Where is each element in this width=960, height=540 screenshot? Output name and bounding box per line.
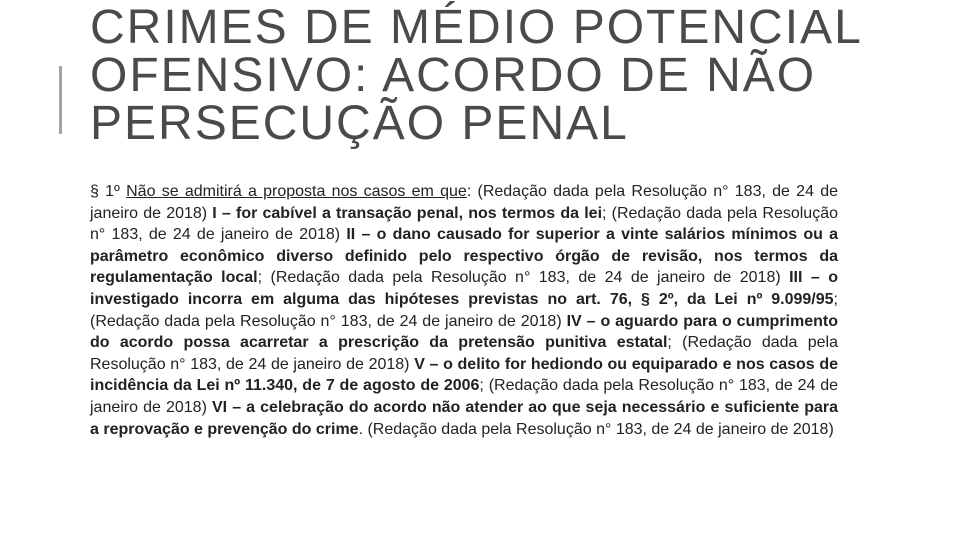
legal-paragraph xyxy=(90,181,838,440)
item-vi: VI – a celebração do acordo não atender ao que seja necessário e suficiente para a reprovação e prevenção do crime xyxy=(90,398,839,438)
item-i: I – for cabível a transação penal, nos termos da lei xyxy=(212,204,603,222)
redacao-note-1: : (Redação dada pela Resolução n° 183, de 24 de janeiro de 2018) xyxy=(90,183,838,222)
paragraph-lead: § 1º xyxy=(90,183,127,200)
redacao-note-7: . (Redação dada pela Resolução n° 183, de 24 de janeiro de 2018) xyxy=(358,420,834,438)
item-ii: II – o dano causado for superior a vinte salários mínimos ou a parâmetro econômico diverso definido pelo respectivo órgão de revisão, nos termos da regulamentação local xyxy=(90,226,839,287)
redacao-note-4: ; (Redação dada pela Resolução n° 183, de 24 de janeiro de 2018) xyxy=(90,290,838,330)
redacao-note-3: ; (Redação dada pela Resolução n° 183, de 24 de janeiro de 2018) xyxy=(257,269,790,287)
item-v: V – o delito for hediondo ou equiparado e nos casos de incidência da Lei nº 11.340, de 7 de agosto de 2006 xyxy=(90,355,839,395)
redacao-note-5: ; (Redação dada pela Resolução n° 183, de 24 de janeiro de 2018) xyxy=(90,334,838,373)
redacao-note-6: ; (Redação dada pela Resolução n° 183, de 24 de janeiro de 2018) xyxy=(90,377,838,416)
title-accent-bar xyxy=(59,66,62,134)
item-iii: III – o investigado incorra em alguma das hipóteses previstas no art. 76, § 2º, da Lei nº 9.099/95 xyxy=(90,269,838,308)
paragraph-lead-underlined: Não se admitirá a proposta nos casos em que xyxy=(126,183,467,200)
slide-title: CRIMES DE MÉDIO POTENCIAL OFENSIVO: ACORDO DE NÃO PERSECUÇÃO PENAL xyxy=(90,1,861,150)
item-iv: IV – o aguardo para o cumprimento do acordo possa acarretar a prescrição da pretensão punitiva estatal xyxy=(90,312,838,352)
redacao-note-2: ; (Redação dada pela Resolução n° 183, de 24 de janeiro de 2018) xyxy=(90,204,838,244)
